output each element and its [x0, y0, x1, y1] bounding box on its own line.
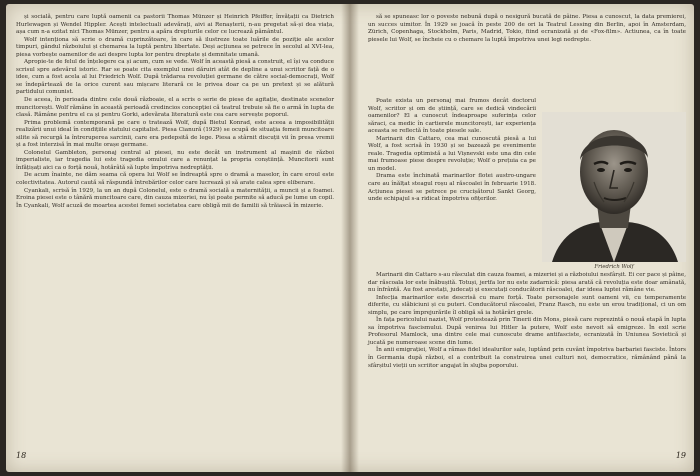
paragraph: Marinarii din Cattaro s-au răsculat din cauza foamei, a mizeriei și a războiului nesfârșit. Ei cer pace și pâine, dar răscoala lor este înăbușită. Totuși, jertfa lor nu este zadarnică: piesa arată că revoluția este doar amânată, nu înfrântă. Au fost arestați, judecați și executați conducătorii răscoalei, dar ideea luptei rămâne vie.: [368, 272, 686, 294]
paragraph: Apropie-te de felul de înțelegere ca și acum, cum se vede. Wolf în această piesă a construit, el își va conduce scrisul spre adevărul istoric. Rar se poate cita exemplul unei dăruiri atât de depline a unui scriitor față de o idee, cum a fost acela al lui Friedrich Wolf. După trădarea revoluției germane de către social-democrați, Wolf se îndepărtează de la orice curent sau mișcare literară ce le privea doar ca pe un pretext și se alătură partidului comunist.: [16, 59, 334, 96]
left-page-text: [16, 14, 334, 210]
paragraph: În fața pericolului nazist, Wolf protestează prin Tinerii din Mons, piesă care reprezintă o nouă etapă în lupta sa împotriva fascismului. După venirea lui Hitler la putere, Wolf este nevoit să emigreze. În exil scrie Profesorul Mamlock, una dintre cele mai cunoscute drame antifasciste, ecranizată în Uniunea Sovietică și jucată pe numeroase scene din lume.: [368, 317, 686, 346]
paragraph: Marinarii din Cattaro, cea mai cunoscută piesă a lui Wolf, a fost scrisă în 1930 și se bazează pe evenimente reale. Tragedia optimistă a lui Vișnevski este una din cele mai frumoase piese despre revoluție; Wolf o prețuia ca pe un model.: [368, 135, 536, 172]
paragraph: să se spuneasc lor o poveste nebună după o nesigură bucată de pâine. Piesa a cunoscut, la data premierei, un succes uimitor. În 1929 se joacă în peste 200 de ori la Teatrul Lessing din Berlin, apoi în Amsterdam, Zürich, Copenhaga, Stockholm, Paris, Madrid, Tokio, fiind ecranizată și de «Fox-film». Actiunea, ca în toate piesele lui Wolf, se încheie cu o chemare la luptă împotriva unei legi nedrepte.: [368, 14, 686, 43]
portrait-caption: Friedrich Wolf: [594, 264, 634, 270]
paragraph: și socială, pentru care luptă oamenii ca pastorii Thomas Münzer și Heinrich Pfeiffer, învățații ca Dietrich Hurlewagen și Wendel Hippler. Acești intelectuali adevărați, aivi ai Renașterii, n-au pregetat să-și dea viața, așa cum n-a ezitat nici Thomas Münzer, pentru a apăra drepturile celor ce lucrează pământul.: [16, 14, 334, 36]
paragraph: Cyankali, scrisă în 1929, la un an după Colonelul, este o dramă socială a maternității, a muncii și a foamei. Eroina piesei este o tânără muncitoare care, din cauza mizeriei, nu își poate permite să aducă pe lume un copil. În Cyankali, Wolf acuză de moartea acestei femei societatea care obligă mii de familii să trăiască în mizerie.: [16, 187, 334, 209]
book-spread: [6, 4, 694, 472]
book-gutter: [341, 4, 359, 472]
paragraph: Poate exista un personaj mai frumos decât doctorul Wolf, scriitor și om de știință, care se dedică vindecării oamenilor? El a cunoscut îndeaproape suferința celor săraci, ca medic în cartierele muncitorești, iar experiența aceasta se reflectă în toate piesele sale.: [368, 98, 536, 135]
paragraph: În anii emigrației, Wolf a rămas fidel idealurilor sale, luptând prin cuvânt împotriva barbariei fasciste. Întors în Germania după război, el a contribuit la construirea unei culturi noi, democratice, rămânând până la sfârșitul vieții un scriitor angajat în slujba poporului.: [368, 347, 686, 369]
paragraph: Drama este închinată marinarilor flotei austro-ungare care au înălțat steagul roșu al răscoalei în februarie 1918. Acțiunea piesei se petrece pe crucișătorul Sankt Georg, unde echipajul s-a ridicat împotriva ofițerilor.: [368, 173, 536, 203]
paragraph: De aceea, în perioada dintre cele două războaie, el a scris o serie de piese de agitație, destinate scenelor muncitorești. Wolf rămâne în această perioadă credincios concepției că teatrul trebuie să fie o armă în lupta de clasă. Rămâne pentru el ca și pentru Gorki, adevărata literatură este cea care servește poporul.: [16, 97, 334, 119]
right-page-column-text: [368, 98, 536, 204]
right-page-top-text: [368, 14, 686, 44]
left-page: [16, 14, 334, 462]
right-page-bottom-text: [368, 272, 686, 370]
page-number-left: 18: [16, 451, 27, 460]
paragraph: De acum înainte, ne dăm seama că opera lui Wolf se îndreaptă spre o dramă a maselor, în care eroul este colectivitatea. Autorul caută să răspundă întrebărilor celor care lucrează și să arate calea spre eliberare.: [16, 172, 334, 187]
portrait-illustration: [542, 112, 686, 262]
paragraph: Wolf intenționa să scrie o dramă cuprinzătoare, în care să ilustreze toate luările de poziție ale acelor timpuri, gândul războiului și chemarea la luptă pentru libertate. Deși acțiunea se petrece în secolul al XVI-lea, piesa vorbește oamenilor de azi despre lupta lor pentru dreptate și demnitate umană.: [16, 36, 334, 58]
author-portrait-photo: [542, 112, 686, 262]
page-number-right: 19: [675, 451, 686, 460]
right-page: [368, 14, 686, 462]
paragraph: Prima problemă contemporană pe care o tratează Wolf, după Bietul Konrad, este aceea a imposibilității realizării unui ideal în condițiile statului capitalist. Piesa Cianură (1929) se ocupă de situația femeii muncitoare silite să recurgă la întreruperea sarcinii, care era pedepsită de lege. Piesa a stârnit discuții vii în presa vremii și a fost interzisă în mai multe orașe germane.: [16, 119, 334, 149]
paragraph: Colonelul Gambleton, personaj central al piesei, nu este decât un instrument al mașinii de război imperialiste, iar tragedia lui este tragedia omului care a renunțat la propria conștiință. Muncitorii sunt înfățișați aici ca o forță nouă, hotărâtă să lupte împotriva nedreptății.: [16, 149, 334, 171]
paragraph: Infecția marinarilor este descrisă cu mare forță. Toate personajele sunt oameni vii, cu temperamente diferite, cu slăbiciuni și cu puteri. Conducătorul răscoalei, Franz Rasch, nu este un erou tradițional, ci un om simplu, pe care împrejurările îl obligă să ia hotărâri grele.: [368, 294, 686, 316]
